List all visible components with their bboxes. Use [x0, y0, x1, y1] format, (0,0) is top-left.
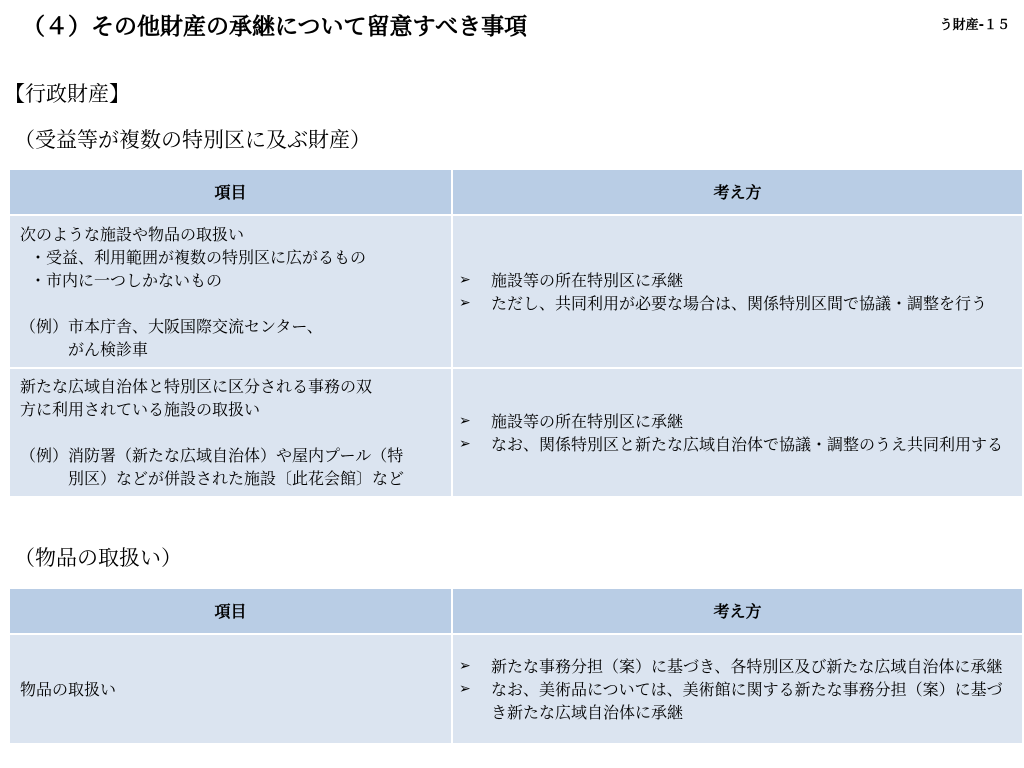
list-item: ➢ なお、美術品については、美術館に関する新たな事務分担（案）に基づき新たな広域自治体に承継 — [459, 679, 1003, 722]
item-cell — [9, 215, 452, 368]
list-item: ➢ 施設等の所在特別区に承継 — [459, 411, 684, 431]
item-cell — [9, 634, 452, 744]
table2-subtitle: （物品の取扱い） — [14, 546, 182, 570]
item-bullet: ・受益、利用範囲が複数の特別区に広がるもの — [30, 247, 367, 267]
column-header-item: 項目 — [9, 169, 452, 215]
shared-property-table — [8, 168, 1024, 498]
column-header-item: 項目 — [9, 588, 452, 634]
column-header-view: 考え方 — [452, 169, 1023, 215]
view-cell — [452, 634, 1023, 744]
list-item: ➢ なお、関係特別区と新たな広域自治体で協議・調整のうえ共同利用する — [459, 434, 1004, 454]
view-list — [459, 410, 1014, 456]
item-text: 物品の取扱い — [20, 679, 117, 699]
table-row — [9, 368, 1023, 497]
arrow-bullet-icon: ➢ — [459, 680, 471, 697]
table-row — [9, 634, 1023, 744]
item-text: 新たな広域自治体と特別区に区分される事務の双 — [20, 377, 373, 396]
goods-handling-table — [8, 587, 1024, 745]
item-cell — [9, 368, 452, 497]
spacer — [20, 292, 443, 315]
table-header-row — [9, 169, 1023, 215]
arrow-bullet-icon: ➢ — [459, 657, 471, 674]
arrow-bullet-icon: ➢ — [459, 412, 471, 429]
list-item: ➢ ただし、共同利用が必要な場合は、関係特別区間で協議・調整を行う — [459, 293, 988, 313]
view-cell — [452, 215, 1023, 368]
arrow-bullet-icon: ➢ — [459, 294, 471, 311]
arrow-bullet-icon: ➢ — [459, 271, 471, 288]
view-cell — [452, 368, 1023, 497]
page-number: う財産-１５ — [939, 18, 1010, 33]
example-text: （例）市本庁舎、大阪国際交流センター、 — [20, 316, 323, 336]
item-bullet: ・市内に一つしかないもの — [30, 270, 223, 290]
list-item: ➢ 施設等の所在特別区に承継 — [459, 270, 684, 290]
page-title: （４）その他財産の承継について留意すべき事項 — [22, 14, 528, 40]
column-header-view: 考え方 — [452, 588, 1023, 634]
example-text: （例）消防署（新たな広域自治体）や屋内プール（特 — [20, 446, 404, 465]
example-text: 別区）などが併設された施設〔此花会館〕など — [68, 469, 405, 488]
table1-subtitle: （受益等が複数の特別区に及ぶ財産） — [14, 128, 371, 152]
item-text: 方に利用されている施設の取扱い — [20, 400, 261, 419]
table-header-row — [9, 588, 1023, 634]
item-text: 次のような施設や物品の取扱い — [20, 224, 245, 244]
spacer — [20, 421, 443, 444]
table-row — [9, 215, 1023, 368]
section-heading: 【行政財産】 — [4, 82, 130, 106]
example-text: がん検診車 — [68, 339, 149, 359]
list-item: ➢ 新たな事務分担（案）に基づき、各特別区及び新たな広域自治体に承継 — [459, 656, 1003, 676]
arrow-bullet-icon: ➢ — [459, 435, 471, 452]
view-list — [459, 655, 1014, 724]
view-list — [459, 269, 1014, 315]
